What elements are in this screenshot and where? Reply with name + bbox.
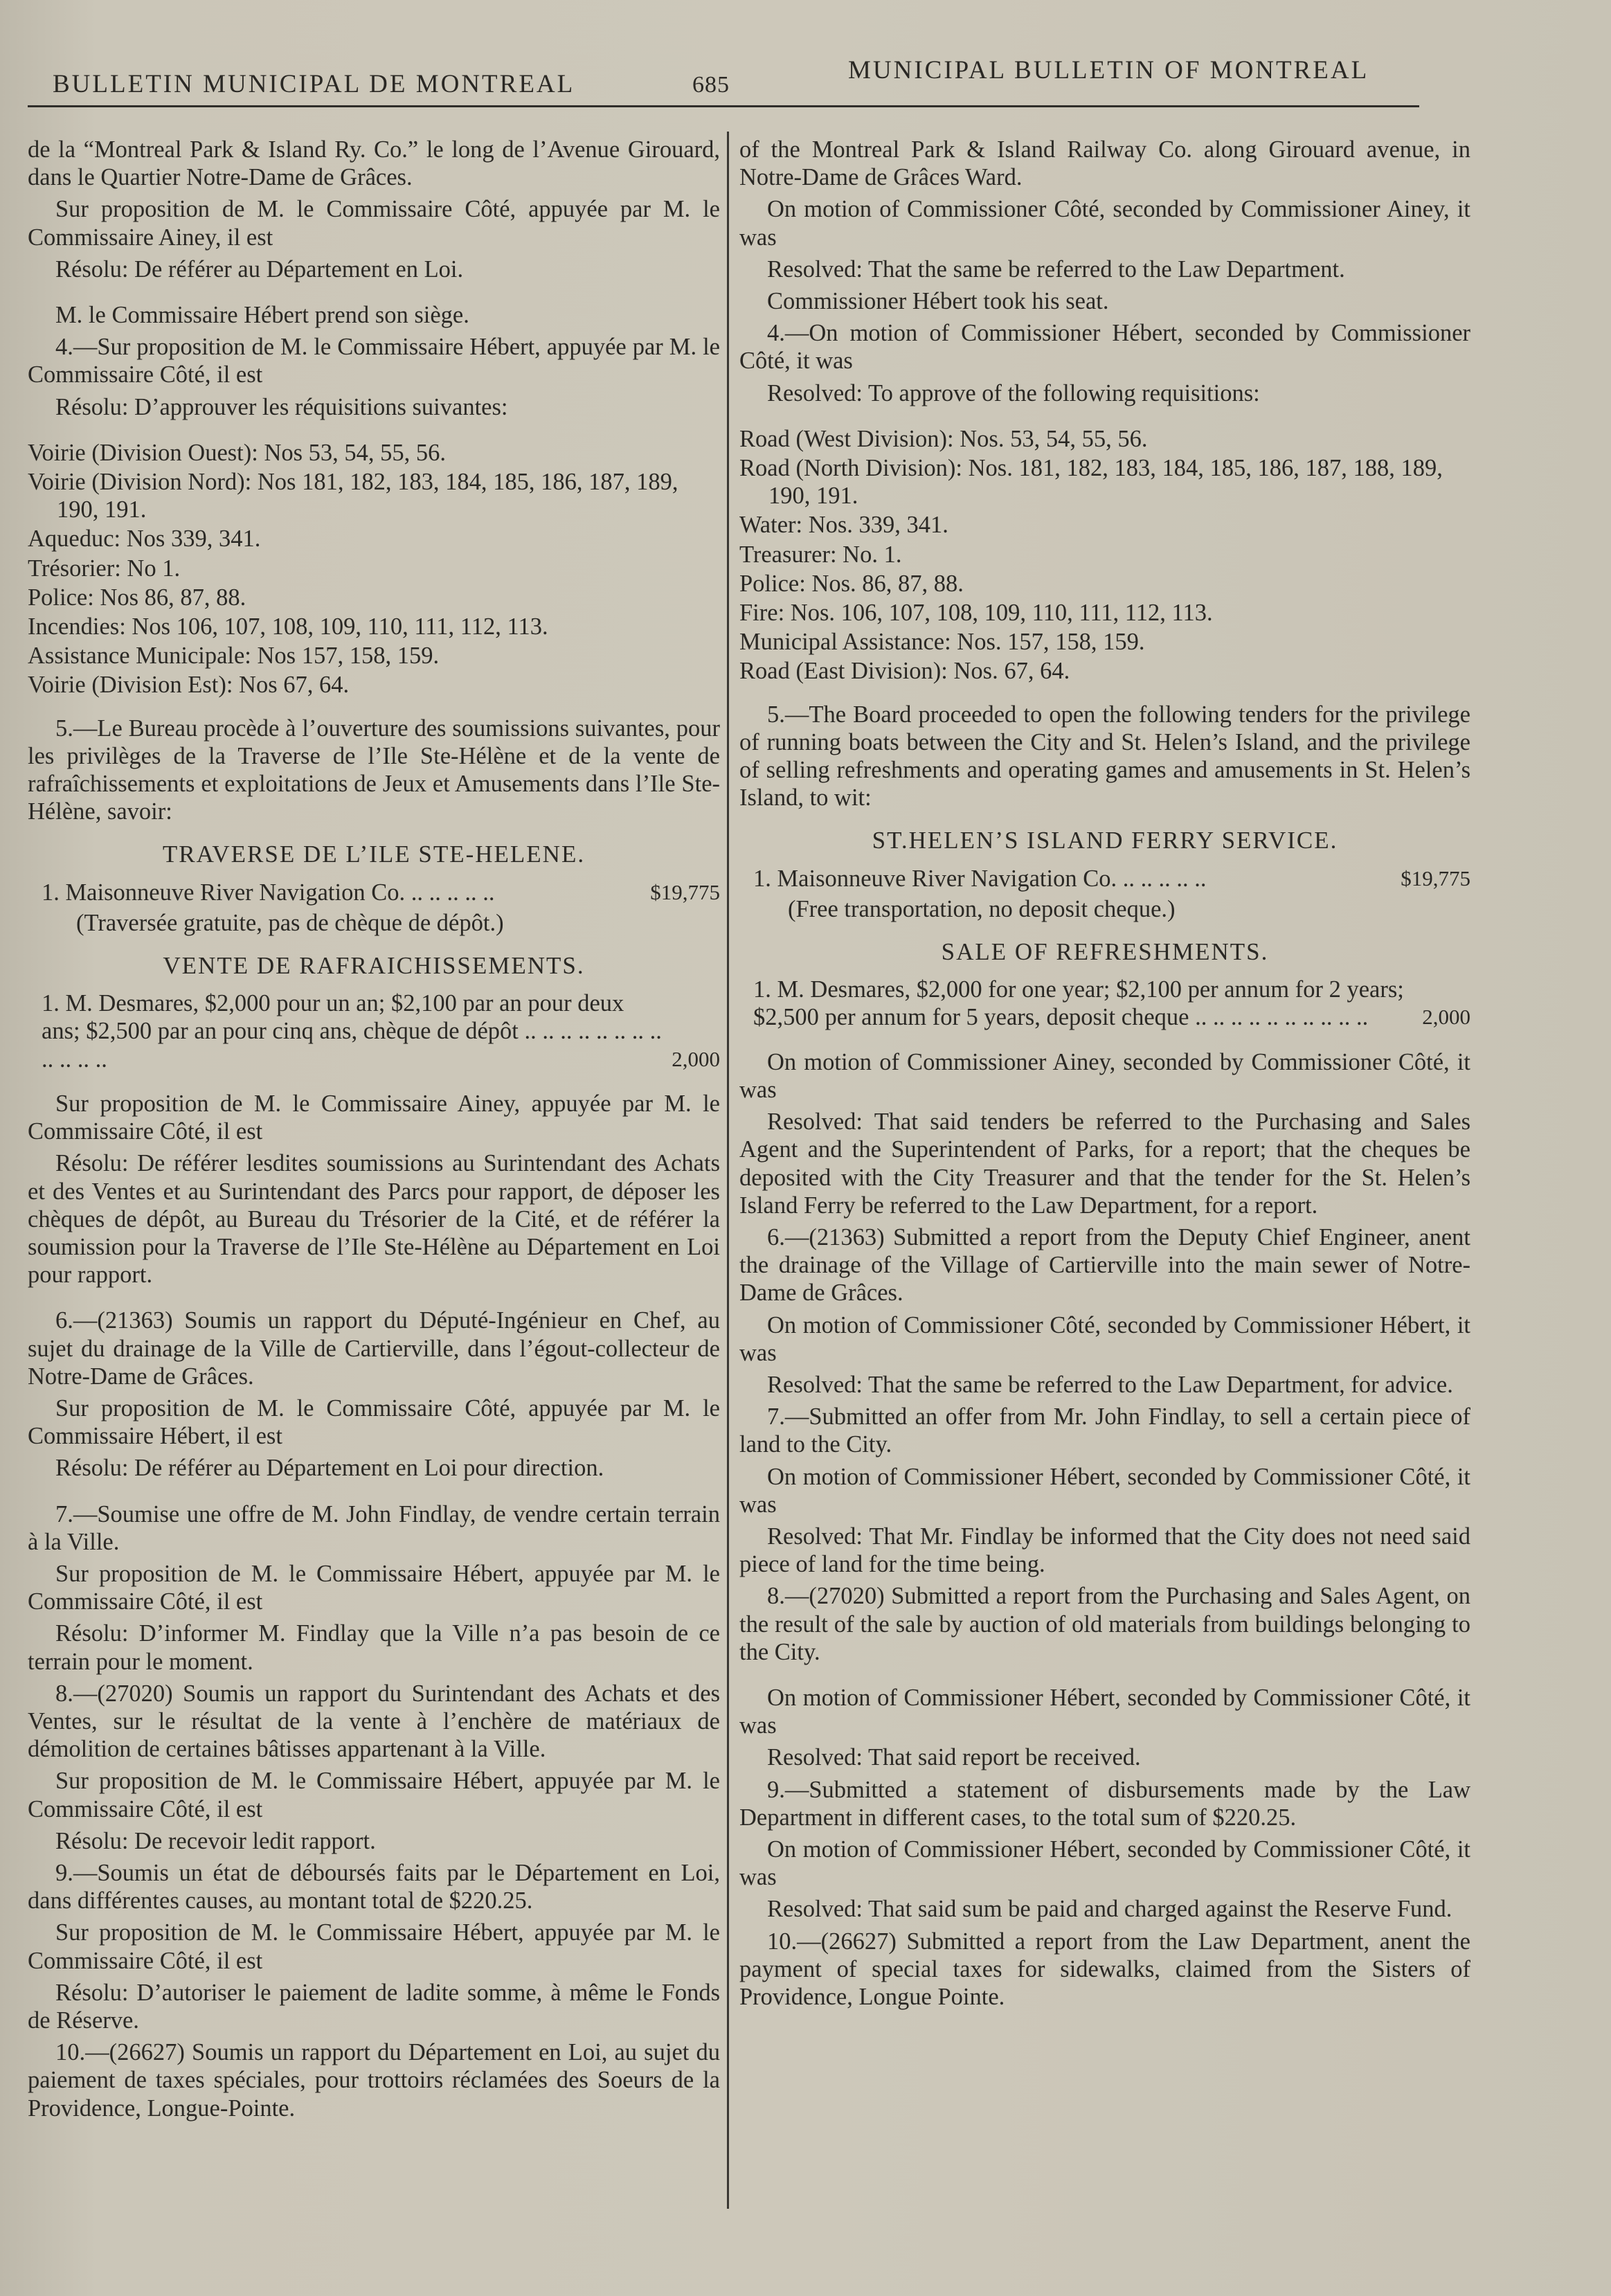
fr-paragraph: Sur proposition de M. le Commissaire Hébert, appuyée par M. le Commissaire Côté, il est <box>28 1560 720 1615</box>
fr-paragraph: Résolu: De référer lesdites soumissions au Surintendant des Achats et des Ventes et au Surintendant des Parcs pour rapport, de déposer les chèques de dépôt, au Bureau du Trésorier de la Cité, et de référer la soumission pour la Traverse de l’Ile Ste-Hélène au Département en Loi pour rapport. <box>28 1150 720 1289</box>
fr-paragraph: 10.—(26627) Soumis un rapport du Département en Loi, au sujet du paiement de taxes spéciales, pour trottoirs réclamées des Soeurs de la Providence, Longue-Pointe. <box>28 2039 720 2122</box>
fr-paragraph: 6.—(21363) Soumis un rapport du Député-Ingénieur en Chef, au sujet du drainage de la Ville de Cartierville, dans l’égout-collecteur de Notre-Dame de Grâces. <box>28 1307 720 1390</box>
en-requisition: Road (North Division): Nos. 181, 182, 183, 184, 185, 186, 187, 188, 189, 190, 191. <box>739 455 1443 510</box>
fr-tender-amount: $19,775 <box>650 879 720 904</box>
fr-paragraph: Sur proposition de M. le Commissaire Ainey, appuyée par M. le Commissaire Côté, il est <box>28 1090 720 1145</box>
fr-paragraph: 5.—Le Bureau procède à l’ouverture des soumissions suivantes, pour les privilèges de la Traverse de l’Ile Ste-Hélène et de la vente de rafraîchissements et exploitations de Jeux et Amusements dans l’Ile Ste-Hélène, savoir: <box>28 715 720 825</box>
fr-tender-refreshments <box>28 989 720 1073</box>
en-tender-refreshments <box>739 976 1470 1031</box>
en-paragraph: On motion of Commissioner Hébert, seconded by Commissioner Côté, it was <box>739 1836 1470 1891</box>
column-divider <box>727 132 729 2209</box>
en-tender-amount: $19,775 <box>1401 866 1470 890</box>
fr-paragraph: Sur proposition de M. le Commissaire Côté, appuyée par M. le Commissaire Hébert, il est <box>28 1394 720 1450</box>
fr-requisition: Trésorier: No 1. <box>28 555 181 582</box>
fr-paragraph: M. le Commissaire Hébert prend son siège. <box>55 302 469 329</box>
fr-requisition: Assistance Municipale: Nos 157, 158, 159. <box>28 643 440 670</box>
fr-requisition: Police: Nos 86, 87, 88. <box>28 584 246 611</box>
fr-tender-amount: 2,000 <box>672 1046 720 1071</box>
fr-paragraph: Sur proposition de M. le Commissaire Hébert, appuyée par M. le Commissaire Côté, il est <box>28 1768 720 1822</box>
en-requisition: Treasurer: No. 1. <box>739 541 902 568</box>
fr-requisition: Voirie (Division Ouest): Nos 53, 54, 55, 56. <box>28 439 447 466</box>
en-paragraph: On motion of Commissioner Côté, seconded by Commissioner Ainey, it was <box>739 196 1470 251</box>
en-heading-refreshments: SALE OF REFRESHMENTS. <box>941 938 1269 966</box>
en-requisition: Fire: Nos. 106, 107, 108, 109, 110, 111, 112, 113. <box>739 600 1213 627</box>
en-paragraph: On motion of Commissioner Côté, seconded by Commissioner Hébert, it was <box>739 1311 1470 1366</box>
fr-requisition: Aqueduc: Nos 339, 341. <box>28 526 261 553</box>
en-paragraph: On motion of Commissioner Hébert, seconded by Commissioner Côté, it was <box>739 1463 1470 1518</box>
en-paragraph: Resolved: To approve of the following requisitions: <box>767 379 1260 406</box>
fr-tender-note: (Traversée gratuite, pas de chèque de dépôt.) <box>76 909 504 936</box>
en-paragraph: Resolved: That Mr. Findlay be informed that the City does not need said piece of land for the time being. <box>739 1523 1470 1578</box>
en-tender-ferry <box>739 865 1470 893</box>
en-paragraph: Commissioner Hébert took his seat. <box>767 288 1109 315</box>
french-column <box>28 136 720 2126</box>
fr-requisition: Voirie (Division Est): Nos 67, 64. <box>28 672 350 699</box>
header-title-english: MUNICIPAL BULLETIN OF MONTREAL <box>848 56 1369 84</box>
en-paragraph: 10.—(26627) Submitted a report from the Law Department, anent the payment of special taxes for sidewalks, claimed from the Sisters of Providence, Longue Pointe. <box>739 1928 1470 2010</box>
en-paragraph: Resolved: That said report be received. <box>767 1744 1141 1771</box>
page-number: 685 <box>692 72 730 98</box>
en-tender-amount: 2,000 <box>1422 1005 1470 1030</box>
en-paragraph: 6.—(21363) Submitted a report from the Deputy Chief Engineer, anent the drainage of the Village of Cartierville into the main sewer of Notre-Dame de Grâces. <box>739 1223 1470 1307</box>
fr-paragraph: Résolu: D’approuver les réquisitions suivantes: <box>55 393 508 420</box>
en-paragraph: Resolved: That said sum be paid and charged against the Reserve Fund. <box>767 1896 1452 1923</box>
en-tender-label: 1. Maisonneuve River Navigation Co. .. .. .. .. .. <box>753 865 1207 892</box>
english-column <box>739 136 1470 2015</box>
fr-tender-label: 1. Maisonneuve River Navigation Co. .. .. .. .. .. <box>42 879 495 906</box>
fr-paragraph: 9.—Soumis un état de déboursés faits par le Département en Loi, dans différentes causes, au montant total de $220.25. <box>28 1859 720 1914</box>
fr-requisition: Incendies: Nos 106, 107, 108, 109, 110, 111, 112, 113. <box>28 613 548 640</box>
header-rule <box>28 105 1419 107</box>
fr-paragraph: de la “Montreal Park & Island Ry. Co.” le long de l’Avenue Girouard, dans le Quartier Notre-Dame de Grâces. <box>28 136 720 191</box>
fr-paragraph: Sur proposition de M. le Commissaire Côté, appuyée par M. le Commissaire Ainey, il est <box>28 196 720 251</box>
fr-paragraph: Résolu: De référer au Département en Loi. <box>55 255 464 282</box>
en-requisition: Police: Nos. 86, 87, 88. <box>739 570 964 597</box>
en-paragraph: Resolved: That said tenders be referred to the Purchasing and Sales Agent and the Superintendent of Parks, for a report; that the cheques be deposited with the City Treasurer and that the tender for the St. Helen’s Island Ferry be referred to the Law Department, for a report. <box>739 1109 1470 1219</box>
en-heading-ferry: ST.HELEN’S ISLAND FERRY SERVICE. <box>872 827 1338 854</box>
fr-heading-ferry: TRAVERSE DE L’ILE STE-HELENE. <box>162 841 586 868</box>
en-tender-label: 1. M. Desmares, $2,000 for one year; $2,100 per annum for 2 years; $2,500 per annum for 5 years, deposit cheque .. .. .. .. .. .. .. .. .. .. <box>753 976 1404 1031</box>
en-paragraph: On motion of Commissioner Hébert, seconded by Commissioner Côté, it was <box>739 1684 1470 1739</box>
fr-paragraph: Résolu: D’informer M. Findlay que la Ville n’a pas besoin de ce terrain pour le moment. <box>28 1620 720 1675</box>
fr-requisition: Voirie (Division Nord): Nos 181, 182, 183, 184, 185, 186, 187, 189, 190, 191. <box>28 469 678 523</box>
en-paragraph: Resolved: That the same be referred to the Law Department. <box>767 255 1345 282</box>
en-tender-note: (Free transportation, no deposit cheque.) <box>788 895 1176 922</box>
en-paragraph: 9.—Submitted a statement of disbursements made by the Law Department in different cases, to the total sum of $220.25. <box>739 1776 1470 1831</box>
fr-paragraph: 4.—Sur proposition de M. le Commissaire Hébert, appuyée par M. le Commissaire Côté, il est <box>28 334 720 388</box>
en-paragraph: 7.—Submitted an offer from Mr. John Findlay, to sell a certain piece of land to the City. <box>739 1403 1470 1458</box>
en-paragraph: of the Montreal Park & Island Railway Co. along Girouard avenue, in Notre-Dame de Grâces Ward. <box>739 136 1470 191</box>
fr-paragraph: Résolu: D’autoriser le paiement de ladite somme, à même le Fonds de Réserve. <box>28 1979 720 2034</box>
en-requisition: Road (East Division): Nos. 67, 64. <box>739 658 1070 685</box>
en-requisition: Municipal Assistance: Nos. 157, 158, 159. <box>739 629 1145 656</box>
en-paragraph: 4.—On motion of Commissioner Hébert, seconded by Commissioner Côté, it was <box>739 320 1470 375</box>
fr-paragraph: 7.—Soumise une offre de M. John Findlay, de vendre certain terrain à la Ville. <box>28 1500 720 1555</box>
en-paragraph: 8.—(27020) Submitted a report from the Purchasing and Sales Agent, on the result of the sale by auction of old materials from buildings belonging to the City. <box>739 1583 1470 1665</box>
fr-paragraph: Résolu: De recevoir ledit rapport. <box>55 1827 376 1854</box>
fr-paragraph: 8.—(27020) Soumis un rapport du Surintendant des Achats et des Ventes, sur le résultat de la vente à l’enchère de matériaux de démolition de certaines bâtisses appartenant à la Ville. <box>28 1680 720 1763</box>
en-paragraph: 5.—The Board proceeded to open the following tenders for the privilege of running boats between the City and St. Helen’s Island, and the privilege of selling refreshments and operating games and amusements in St. Helen’s Island, to wit: <box>739 701 1470 811</box>
fr-paragraph: Sur proposition de M. le Commissaire Hébert, appuyée par M. le Commissaire Côté, il est <box>28 1919 720 1974</box>
fr-paragraph: Résolu: De référer au Département en Loi pour direction. <box>55 1455 604 1482</box>
en-paragraph: On motion of Commissioner Ainey, seconded by Commissioner Côté, it was <box>739 1048 1470 1103</box>
fr-tender-label: 1. M. Desmares, $2,000 pour un an; $2,100 par an pour deux ans; $2,500 par an pour cinq ans, chèque de dépôt .. .. .. .. .. .. .. .. .. .. .. .. <box>42 990 662 1073</box>
fr-heading-refreshments: VENTE DE RAFRAICHISSEMENTS. <box>163 952 585 980</box>
fr-tender-ferry <box>28 879 720 906</box>
en-paragraph: Resolved: That the same be referred to the Law Department, for advice. <box>767 1371 1453 1398</box>
header-title-french: BULLETIN MUNICIPAL DE MONTREAL <box>53 70 575 98</box>
en-requisition: Road (West Division): Nos. 53, 54, 55, 56. <box>739 425 1148 452</box>
en-requisition: Water: Nos. 339, 341. <box>739 512 948 539</box>
